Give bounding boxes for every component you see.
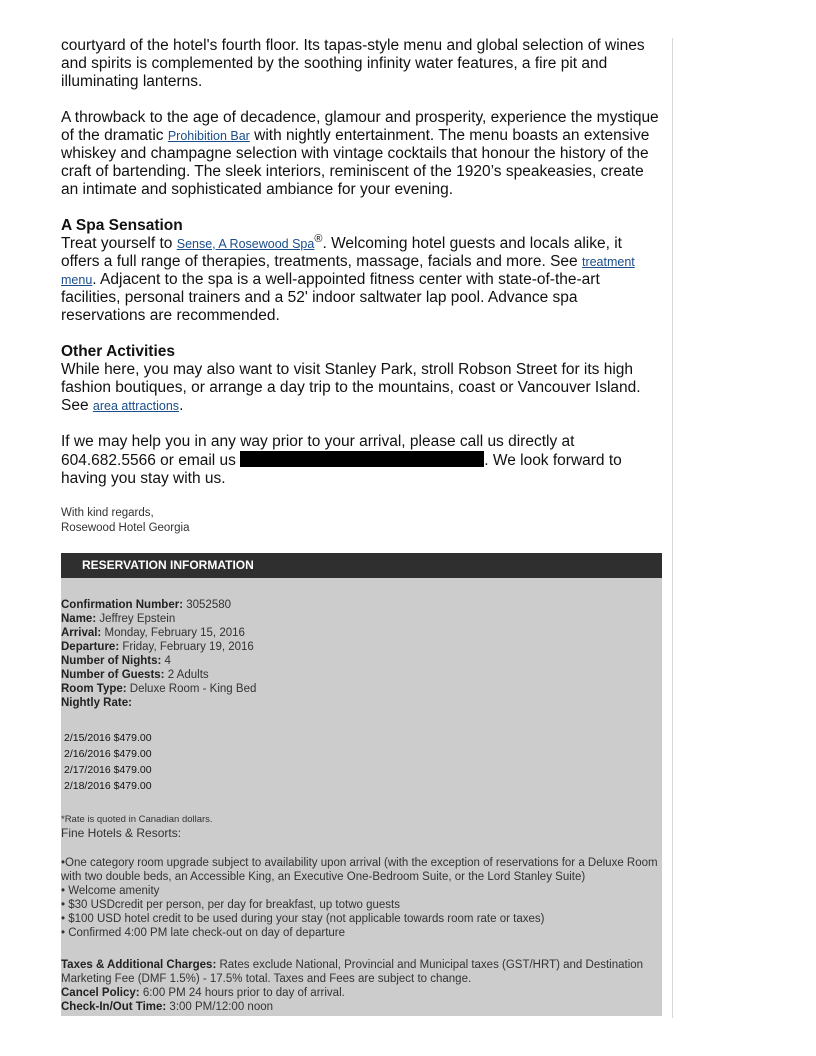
email-body <box>61 37 661 536</box>
field-label: Name: <box>61 613 97 625</box>
field-value: Rates exclude National, Provincial and Municipal taxes (GST/HRT) and Destination Marketing Fee (DMF 1.5%) - 17.5% total. Taxes and Fees are subject to change. <box>61 959 644 985</box>
spa-text-end: . Adjacent to the spa is a well-appointed fitness center with state-of-the-art facilities, personal trainers and a 52' indoor saltwater lap pool. Advance spa reservations are recommended. <box>61 271 600 324</box>
field-label: Cancel Policy: <box>61 987 140 999</box>
field-value: Friday, February 19, 2016 <box>122 641 254 653</box>
benefit-item: • $30 USDcredit per person, per day for breakfast, up totwo guests <box>61 899 400 911</box>
departure-row <box>61 640 662 654</box>
field-label: Departure: <box>61 641 120 653</box>
reservation-header: RESERVATION INFORMATION <box>61 553 662 578</box>
field-value: 4 <box>164 655 171 667</box>
spa-text-middle: . Welcoming hotel guests and locals alike, it offers a full range of therapies, treatments, massage, facials and more. See <box>61 235 622 270</box>
reservation-panel <box>61 553 662 1016</box>
benefit-item: •One category room upgrade subject to availability upon arrival (with the exception of reservations for a Deluxe Room with two double beds, an Accessible King, an Executive One-Bedroom Suite, or the Lord Stanley Suite) <box>61 857 658 883</box>
field-label: Taxes & Additional Charges: <box>61 959 217 971</box>
guests-row <box>61 668 662 682</box>
room-type-row <box>61 682 662 696</box>
field-label: Number of Nights: <box>61 655 162 667</box>
activities-text-start: While here, you may also want to visit Stanley Park, stroll Robson Street for its high fashion boutiques, or arrange a day trip to the mountains, coast or Vancouver Island. See <box>61 361 641 414</box>
cancel-policy-row <box>61 986 662 1000</box>
prohibition-bar-link[interactable]: Prohibition Bar <box>167 129 250 143</box>
field-label: Number of Guests: <box>61 669 165 681</box>
field-value: Monday, February 15, 2016 <box>104 627 245 639</box>
benefit-item: • Confirmed 4:00 PM late check-out on day of departure <box>61 927 346 939</box>
rate-row: 2/17/2016 $479.00 <box>64 764 152 776</box>
spa-heading: A Spa Sensation <box>61 217 183 234</box>
prohibition-paragraph <box>61 109 661 199</box>
contact-text-end: . We look forward to having you stay with us. <box>61 452 622 487</box>
field-value: 3:00 PM/12:00 noon <box>169 1001 274 1013</box>
field-label: Nightly Rate: <box>61 697 132 709</box>
registered-mark: ® <box>314 233 323 245</box>
sense-spa-link[interactable]: Sense, A Rosewood Spa <box>176 237 315 251</box>
currency-footnote: *Rate is quoted in Canadian dollars. <box>61 814 213 825</box>
prohibition-text-end: with nightly entertainment. The menu boasts an extensive whiskey and champagne selection with vintage cocktails that honour the history of the craft of bartending. The sleek interiors, reminiscent of the 1920’s speakeasies, create an intimate and sophisticated ambiance for your evening. <box>61 127 650 198</box>
nightly-rates-list <box>64 730 662 794</box>
signoff-greeting: With kind regards, <box>61 507 154 519</box>
contact-text-start: If we may help you in any way prior to your arrival, please call us directly at 604.682.5566 or email us <box>61 433 575 469</box>
signoff-hotel: Rosewood Hotel Georgia <box>61 522 190 534</box>
nights-row <box>61 654 662 668</box>
rate-row: 2/18/2016 $479.00 <box>64 780 152 792</box>
taxes-row <box>61 958 662 986</box>
checkin-row <box>61 1000 662 1014</box>
field-value: 3052580 <box>186 599 232 611</box>
spa-text-start: Treat yourself to <box>61 235 177 252</box>
nightly-rate-row <box>61 696 662 710</box>
benefit-item: • Welcome amenity <box>61 885 160 897</box>
field-value: Jeffrey Epstein <box>99 613 176 625</box>
rate-row: 2/16/2016 $479.00 <box>64 748 152 760</box>
field-value: Deluxe Room - King Bed <box>129 683 257 695</box>
rate-row: 2/15/2016 $479.00 <box>64 732 152 744</box>
field-value: 6:00 PM 24 hours prior to day of arrival. <box>142 987 345 999</box>
confirmation-number-row <box>61 598 662 612</box>
guest-name-row <box>61 612 662 626</box>
benefits-list <box>61 856 662 940</box>
area-attractions-link[interactable]: area attractions <box>92 399 180 413</box>
field-label: Room Type: <box>61 683 127 695</box>
rooftop-paragraph: courtyard of the hotel's fourth floor. Its tapas-style menu and global selection of wines and spirits is complemented by the soothing infinity water features, a fire pit and illuminating lanterns. <box>61 37 645 90</box>
contact-paragraph <box>61 433 661 488</box>
redacted-email <box>240 451 484 467</box>
field-label: Confirmation Number: <box>61 599 184 611</box>
activities-paragraph <box>61 361 661 415</box>
activities-text-end: . <box>179 397 184 414</box>
program-name: Fine Hotels & Resorts: <box>61 826 182 840</box>
activities-heading: Other Activities <box>61 343 175 360</box>
reservation-details <box>61 578 662 1014</box>
benefit-item: • $100 USD hotel credit to be used during your stay (not applicable towards room rate or taxes) <box>61 913 545 925</box>
treatment-menu-link[interactable]: treatment menu <box>61 255 635 287</box>
prohibition-text-start: A throwback to the age of decadence, glamour and prosperity, experience the mystique of the dramatic <box>61 109 659 144</box>
field-value: 2 Adults <box>167 669 209 681</box>
field-label: Check-In/Out Time: <box>61 1001 167 1013</box>
page-margin-rule <box>672 38 673 1018</box>
spa-paragraph <box>61 235 661 325</box>
arrival-row <box>61 626 662 640</box>
field-label: Arrival: <box>61 627 102 639</box>
